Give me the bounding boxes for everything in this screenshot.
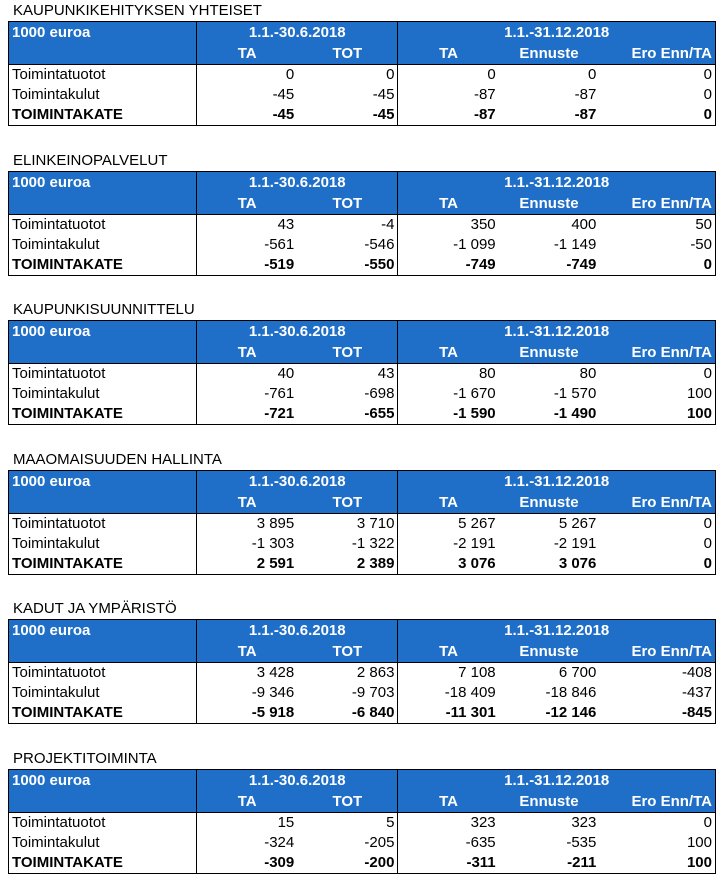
- cell-value: -309: [197, 853, 298, 874]
- financial-table: [8, 470, 716, 575]
- cell-value: -50: [599, 235, 715, 255]
- column-header-2: TA: [398, 342, 499, 364]
- cell-value: -87: [499, 105, 600, 126]
- column-header-4: Ero Enn/TA: [599, 641, 715, 663]
- period-header-year: 1.1.-31.12.2018: [398, 471, 716, 493]
- table-row: [9, 404, 716, 425]
- table-row: [9, 683, 716, 703]
- column-header-2: TA: [398, 641, 499, 663]
- column-header-0: TA: [197, 193, 298, 215]
- column-header-3: Ennuste: [499, 791, 600, 813]
- column-header-1: TOT: [297, 492, 398, 514]
- cell-value: 350: [470, 216, 496, 233]
- table-row: [9, 813, 716, 834]
- period-header-year: 1.1.-31.12.2018: [398, 770, 716, 792]
- cell-value: 7 108: [458, 664, 496, 681]
- cell-value: 100: [599, 404, 715, 425]
- cell-value: -655: [297, 404, 398, 425]
- cell-value: 5: [297, 813, 398, 834]
- row-label: Toimintakulut: [9, 85, 197, 105]
- cell-value: 0: [599, 364, 715, 385]
- cell-value: 15: [277, 814, 295, 831]
- table-row: [9, 105, 716, 126]
- table-row: [9, 703, 716, 724]
- cell-value: -45: [197, 105, 298, 126]
- cell-value: -437: [599, 683, 715, 703]
- cell-value: -1 590: [398, 404, 499, 425]
- column-header-0: TA: [197, 43, 298, 65]
- table-header-row: [9, 22, 716, 44]
- table-row: [9, 384, 716, 404]
- table-header-row: [9, 321, 716, 343]
- unit-label: 1000 euroa: [9, 620, 197, 642]
- cell-value: 43: [297, 364, 398, 385]
- cell-value: 3 710: [297, 514, 398, 535]
- cell-value: -761: [264, 385, 295, 402]
- cell-value: 3 428: [256, 664, 295, 681]
- column-header-4: Ero Enn/TA: [599, 193, 715, 215]
- table-row: [9, 554, 716, 575]
- cell-value: 0: [599, 534, 715, 554]
- cell-value: 2 863: [297, 663, 398, 684]
- cell-value: 323: [470, 814, 496, 831]
- cell-value: -635: [465, 834, 496, 851]
- row-label: Toimintatuotot: [9, 813, 197, 834]
- column-header-0: TA: [197, 641, 298, 663]
- row-label: TOIMINTAKATE: [9, 853, 197, 874]
- column-header-2: TA: [398, 193, 499, 215]
- table-row: [9, 65, 716, 86]
- period-header-h1: 1.1.-30.6.2018: [197, 321, 398, 343]
- cell-value: 80: [579, 365, 597, 382]
- cell-value: -18 846: [545, 684, 597, 701]
- column-header-3: Ennuste: [499, 193, 600, 215]
- column-header-4: Ero Enn/TA: [599, 43, 715, 65]
- cell-value: 80: [478, 365, 496, 382]
- section-title: KAUPUNKISUUNNITTELU: [13, 301, 195, 318]
- cell-value: 5 267: [558, 515, 597, 532]
- column-header-0: TA: [197, 791, 298, 813]
- row-label: TOIMINTAKATE: [9, 105, 197, 126]
- cell-value: -5 918: [197, 703, 298, 724]
- unit-label: 1000 euroa: [9, 22, 197, 44]
- cell-value: -311: [398, 853, 499, 874]
- cell-value: -11 301: [398, 703, 499, 724]
- cell-value: 100: [599, 384, 715, 404]
- cell-value: -698: [297, 384, 398, 404]
- cell-value: -546: [297, 235, 398, 255]
- cell-value: 2 389: [297, 554, 398, 575]
- financial-table: [8, 171, 716, 276]
- cell-value: 323: [571, 814, 597, 831]
- cell-value: 400: [571, 216, 597, 233]
- cell-value: 0: [599, 85, 715, 105]
- section-title: PROJEKTITOIMINTA: [13, 750, 157, 767]
- cell-value: 0: [599, 105, 715, 126]
- cell-value: -87: [574, 86, 597, 103]
- table-row: [9, 853, 716, 874]
- cell-value: -749: [398, 255, 499, 276]
- table-row: [9, 514, 716, 535]
- cell-value: 0: [599, 65, 715, 86]
- column-header-2: TA: [398, 492, 499, 514]
- cell-value: -721: [197, 404, 298, 425]
- row-label: TOIMINTAKATE: [9, 255, 197, 276]
- row-label: Toimintakulut: [9, 384, 197, 404]
- section-title: KAUPUNKIKEHITYKSEN YHTEISET: [13, 2, 262, 19]
- column-header-1: TOT: [297, 791, 398, 813]
- row-label: Toimintakulut: [9, 235, 197, 255]
- section-title: MAAOMAISUUDEN HALLINTA: [13, 451, 222, 468]
- financial-table: [8, 619, 716, 724]
- cell-value: 0: [599, 255, 715, 276]
- period-header-year: 1.1.-31.12.2018: [398, 321, 716, 343]
- row-label: TOIMINTAKATE: [9, 554, 197, 575]
- cell-value: -1 099: [453, 236, 496, 253]
- table-header-row: [9, 620, 716, 642]
- column-header-3: Ennuste: [499, 43, 600, 65]
- table-row: [9, 663, 716, 684]
- period-header-h1: 1.1.-30.6.2018: [197, 471, 398, 493]
- table-subheader-row: [9, 193, 716, 215]
- unit-label: 1000 euroa: [9, 172, 197, 194]
- table-header-row: [9, 172, 716, 194]
- table-row: [9, 534, 716, 554]
- table-subheader-row: [9, 791, 716, 813]
- cell-value: -87: [473, 86, 496, 103]
- row-label: Toimintakulut: [9, 534, 197, 554]
- cell-value: 0: [297, 65, 398, 86]
- table-header-row: [9, 471, 716, 493]
- column-header-1: TOT: [297, 342, 398, 364]
- cell-value: -550: [297, 255, 398, 276]
- cell-value: -535: [566, 834, 597, 851]
- cell-value: -408: [599, 663, 715, 684]
- row-label: Toimintakulut: [9, 683, 197, 703]
- cell-value: -519: [197, 255, 298, 276]
- table-row: [9, 85, 716, 105]
- cell-value: 50: [599, 215, 715, 236]
- section-title: ELINKEINOPALVELUT: [13, 152, 168, 169]
- period-header-h1: 1.1.-30.6.2018: [197, 620, 398, 642]
- cell-value: 0: [285, 66, 295, 83]
- column-header-0: TA: [197, 492, 298, 514]
- table-subheader-row: [9, 43, 716, 65]
- cell-value: 40: [277, 365, 295, 382]
- row-label: TOIMINTAKATE: [9, 404, 197, 425]
- cell-value: 0: [599, 554, 715, 575]
- cell-value: -87: [398, 105, 499, 126]
- cell-value: -45: [297, 85, 398, 105]
- cell-value: 0: [599, 813, 715, 834]
- unit-label: 1000 euroa: [9, 321, 197, 343]
- cell-value: -2 191: [553, 535, 597, 552]
- cell-value: 3 895: [256, 515, 295, 532]
- column-header-1: TOT: [297, 193, 398, 215]
- row-label: Toimintatuotot: [9, 364, 197, 385]
- column-header-4: Ero Enn/TA: [599, 791, 715, 813]
- cell-value: 0: [588, 66, 597, 83]
- cell-value: -6 840: [297, 703, 398, 724]
- column-header-0: TA: [197, 342, 298, 364]
- cell-value: -205: [297, 833, 398, 853]
- table-row: [9, 215, 716, 236]
- cell-value: -200: [297, 853, 398, 874]
- unit-label: 1000 euroa: [9, 770, 197, 792]
- column-header-2: TA: [398, 43, 499, 65]
- table-subheader-row: [9, 342, 716, 364]
- table-header-row: [9, 770, 716, 792]
- cell-value: -4: [297, 215, 398, 236]
- cell-value: -1 490: [499, 404, 600, 425]
- cell-value: -9 703: [297, 683, 398, 703]
- column-header-3: Ennuste: [499, 342, 600, 364]
- cell-value: -1 670: [453, 385, 496, 402]
- cell-value: 6 700: [558, 664, 597, 681]
- cell-value: -561: [264, 236, 295, 253]
- column-header-1: TOT: [297, 641, 398, 663]
- period-header-h1: 1.1.-30.6.2018: [197, 172, 398, 194]
- cell-value: 43: [277, 216, 295, 233]
- cell-value: 100: [599, 853, 715, 874]
- table-row: [9, 833, 716, 853]
- row-label: Toimintatuotot: [9, 514, 197, 535]
- cell-value: -45: [297, 105, 398, 126]
- column-header-4: Ero Enn/TA: [599, 492, 715, 514]
- table-row: [9, 364, 716, 385]
- row-label: TOIMINTAKATE: [9, 703, 197, 724]
- row-label: Toimintatuotot: [9, 663, 197, 684]
- table-row: [9, 255, 716, 276]
- financial-table: [8, 21, 716, 126]
- table-subheader-row: [9, 641, 716, 663]
- cell-value: -45: [272, 86, 295, 103]
- cell-value: 3 076: [398, 554, 499, 575]
- row-label: Toimintatuotot: [9, 65, 197, 86]
- row-label: Toimintakulut: [9, 833, 197, 853]
- cell-value: -211: [499, 853, 600, 874]
- period-header-h1: 1.1.-30.6.2018: [197, 22, 398, 44]
- column-header-1: TOT: [297, 43, 398, 65]
- cell-value: -845: [599, 703, 715, 724]
- column-header-3: Ennuste: [499, 641, 600, 663]
- period-header-h1: 1.1.-30.6.2018: [197, 770, 398, 792]
- cell-value: 5 267: [458, 515, 496, 532]
- cell-value: 0: [599, 514, 715, 535]
- cell-value: -2 191: [453, 535, 496, 552]
- section-title: KADUT JA YMPÄRISTÖ: [13, 600, 177, 617]
- period-header-year: 1.1.-31.12.2018: [398, 172, 716, 194]
- table-subheader-row: [9, 492, 716, 514]
- cell-value: 0: [487, 66, 496, 83]
- column-header-4: Ero Enn/TA: [599, 342, 715, 364]
- period-header-year: 1.1.-31.12.2018: [398, 620, 716, 642]
- cell-value: -12 146: [499, 703, 600, 724]
- cell-value: -1 149: [553, 236, 597, 253]
- column-header-3: Ennuste: [499, 492, 600, 514]
- cell-value: -9 346: [251, 684, 295, 701]
- cell-value: -1 322: [297, 534, 398, 554]
- unit-label: 1000 euroa: [9, 471, 197, 493]
- financial-table: [8, 320, 716, 425]
- cell-value: -1 303: [251, 535, 295, 552]
- cell-value: 3 076: [499, 554, 600, 575]
- cell-value: -1 570: [553, 385, 597, 402]
- cell-value: 100: [599, 833, 715, 853]
- column-header-2: TA: [398, 791, 499, 813]
- period-header-year: 1.1.-31.12.2018: [398, 22, 716, 44]
- cell-value: -18 409: [444, 684, 496, 701]
- row-label: Toimintatuotot: [9, 215, 197, 236]
- cell-value: -324: [264, 834, 295, 851]
- cell-value: -749: [499, 255, 600, 276]
- table-row: [9, 235, 716, 255]
- financial-table: [8, 769, 716, 874]
- cell-value: 2 591: [197, 554, 298, 575]
